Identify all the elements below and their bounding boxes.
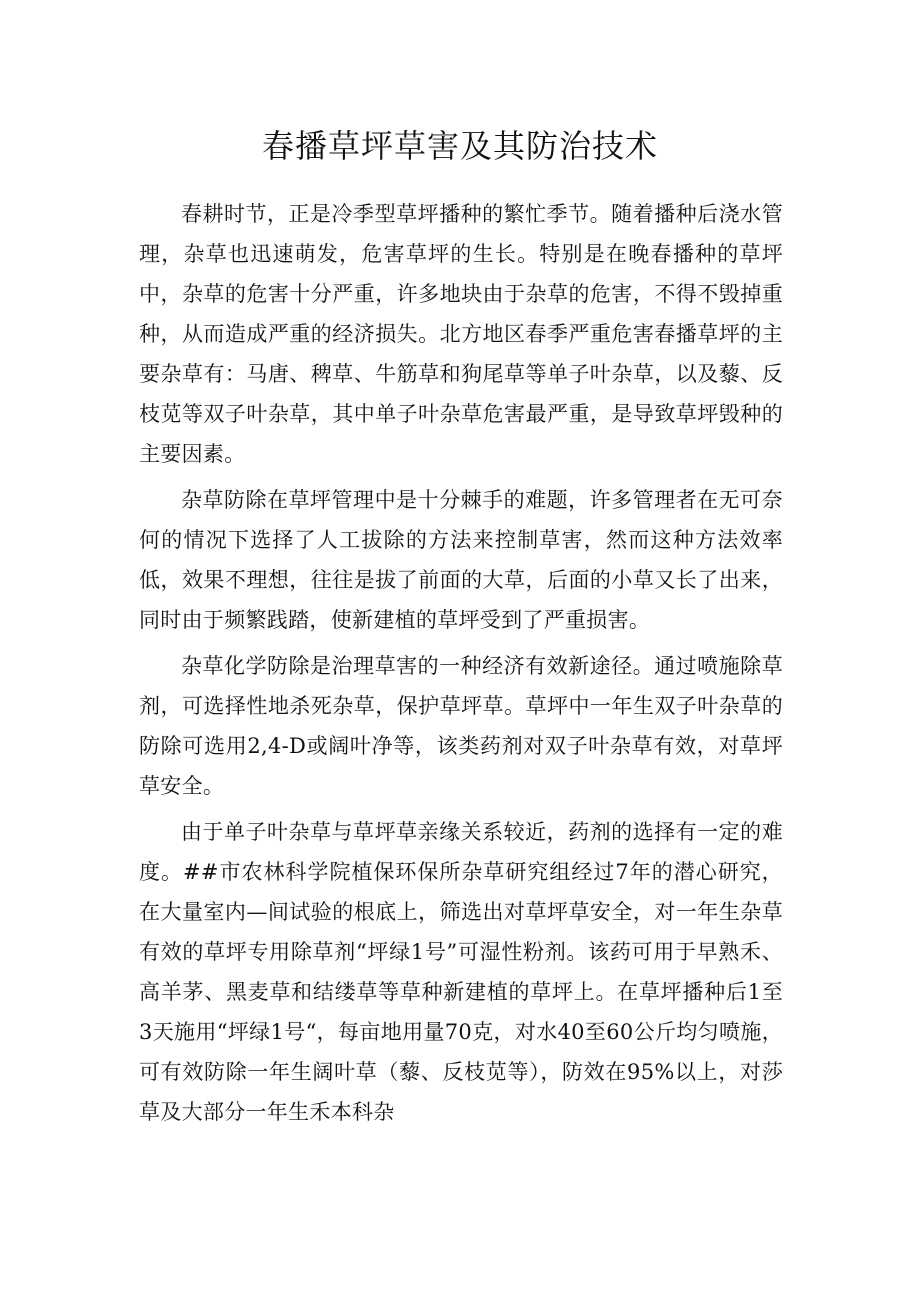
document-title: 春播草坪草害及其防治技术	[261, 127, 658, 165]
paragraph-4: 由于单子叶杂草与草坪草亲缘关系较近，药剂的选择有一定的难度。##市农林科学院植保环保所杂草研究组经过7年的潜心研究，在大量室内—间试验的根底上，筛选出对草坪草安全，对一年生杂草有效的草坪专用除草剂“坪绿1号”可湿性粉剂。该药可用于早熟禾、高羊茅、黑麦草和结缕草等草种新建植的草坪上。在草坪播种后1至3天施用“坪绿1号“，每亩地用量70克，对水40至60公斤均匀喷施，可有效防除一年生阔叶草（藜、反枝苋等），防效在95%以上，对莎草及大部分一年生禾本科杂	[139, 820, 783, 1124]
document-body	[139, 194, 783, 1138]
paragraph-1: 春耕时节，正是冷季型草坪播种的繁忙季节。随着播种后浇水管理，杂草也迅速萌发，危害草坪的生长。特别是在晚春播种的草坪中，杂草的危害十分严重，许多地块由于杂草的危害，不得不毁掉重种，从而造成严重的经济损失。北方地区春季严重危害春播草坪的主要杂草有：马唐、稗草、牛筋草和狗尾草等单子叶杂草，以及藜、反枝苋等双子叶杂草，其中单子叶杂草危害最严重，是导致草坪毁种的主要因素。	[139, 202, 783, 466]
paragraph-2: 杂草防除在草坪管理中是十分棘手的难题，许多管理者在无可奈何的情况下选择了人工拔除的方法来控制草害，然而这种方法效率低，效果不理想，往往是拔了前面的大草，后面的小草又长了出来，同时由于频繁践踏，使新建植的草坪受到了严重损害。	[139, 488, 783, 632]
paragraph-3: 杂草化学防除是治理草害的一种经济有效新途径。通过喷施除草剂，可选择性地杀死杂草，保护草坪草。草坪中一年生双子叶杂草的防除可选用2,4-D或阔叶净等，该类药剂对双子叶杂草有效，对草坪草安全。	[139, 654, 783, 798]
